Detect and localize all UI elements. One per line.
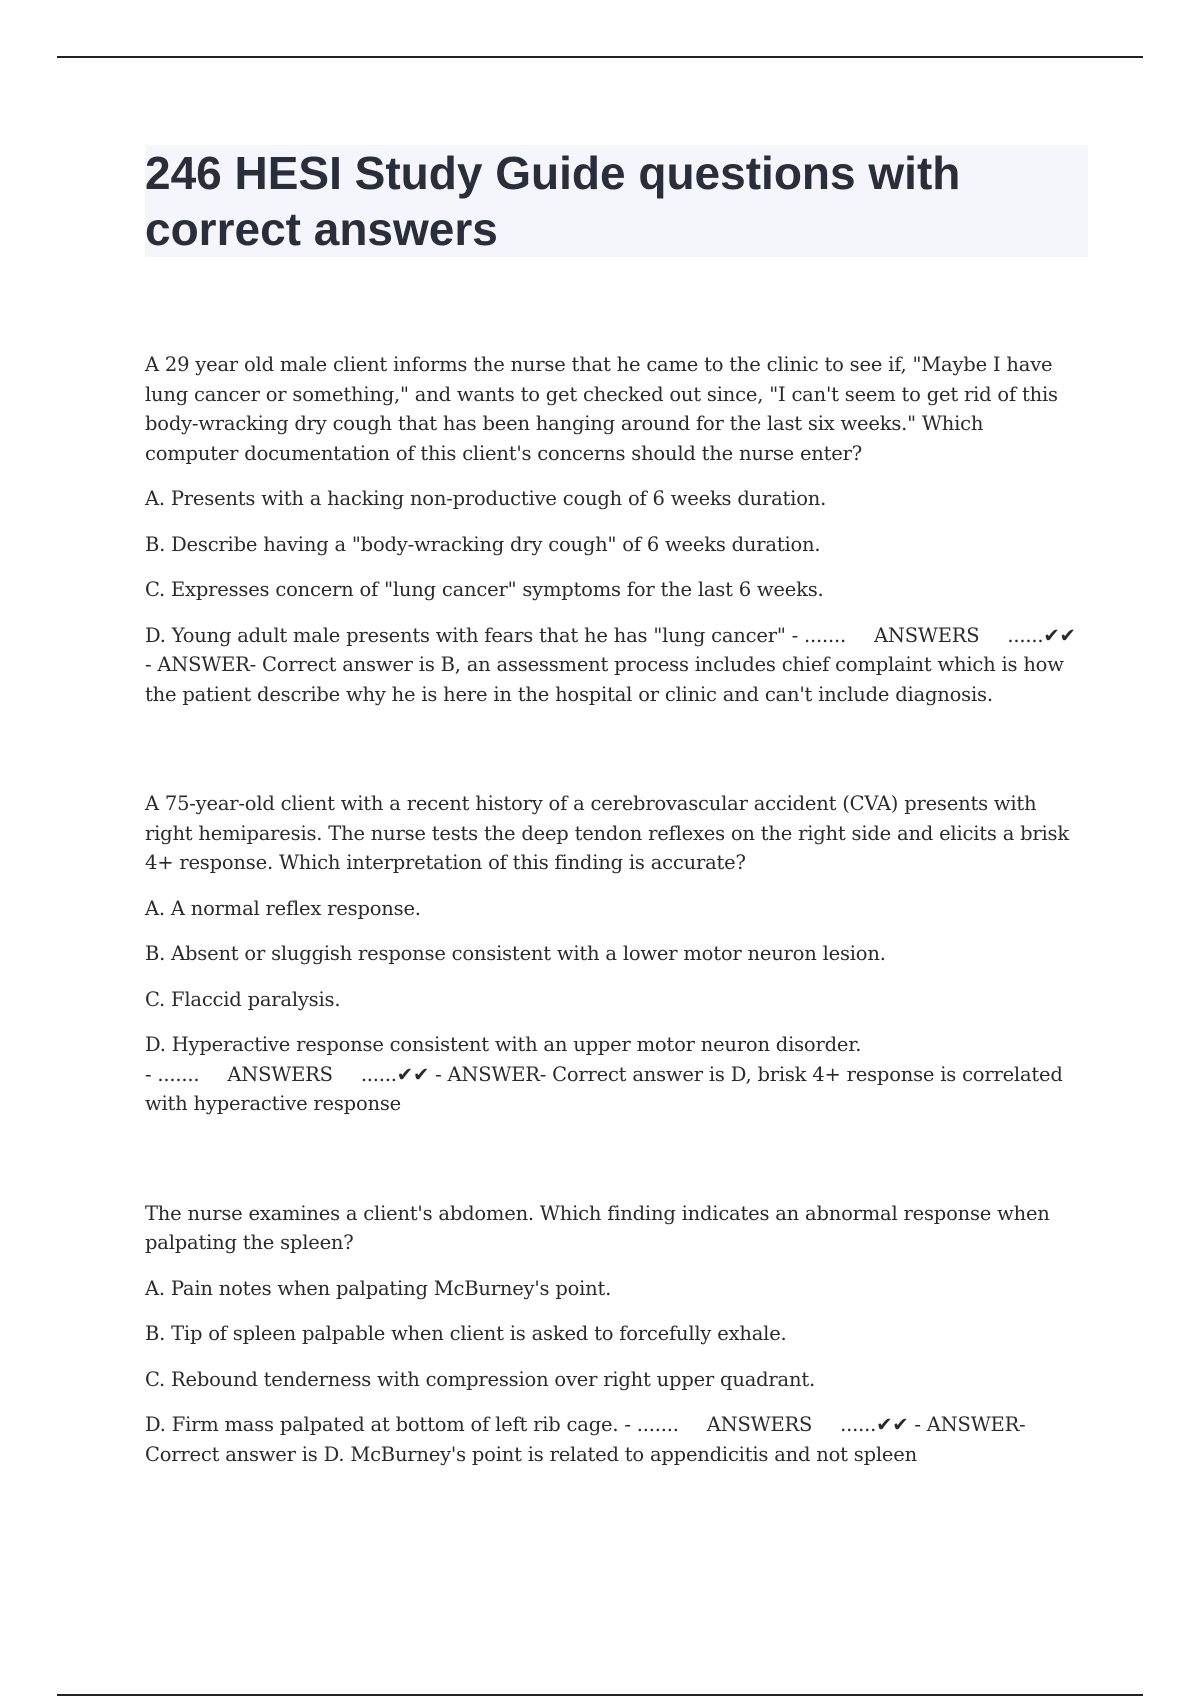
title-banner (145, 145, 1088, 257)
answer-option-c: C. Flaccid paralysis. (145, 987, 341, 1011)
answer-option-d-with-answer (145, 621, 1080, 710)
answer-option-c: C. Rebound tenderness with compression over right upper quadrant. (145, 1367, 815, 1391)
answer-option-d-with-answer (145, 1030, 1080, 1119)
question-stem: The nurse examines a client's abdomen. Which finding indicates an abnormal response when palpating the spleen? (145, 1201, 1050, 1254)
page-bottom-rule (57, 1694, 1143, 1696)
answer-explanation: ......✔✔ - ANSWER- Correct answer is D. McBurney's point is related to appendicitis and not spleen (145, 1413, 1026, 1466)
answer-explanation: ......✔✔ - ANSWER- Correct answer is D, brisk 4+ response is correlated with hyperactive response (145, 1062, 1063, 1115)
answer-option-a: A. A normal reflex response. (145, 896, 421, 920)
question-stem: A 75-year-old client with a recent history of a cerebrovascular accident (CVA) presents with right hemiparesis. The nurse tests the deep tendon reflexes on the right side and elicits a brisk 4+ response. Which interpretation of this finding is accurate? (145, 792, 1069, 874)
answer-option-d-with-answer (145, 1410, 1080, 1469)
answers-label: ANSWERS (227, 1062, 333, 1086)
question-list (145, 350, 1080, 1549)
page-title: 246 HESI Study Guide questions with correct answers (145, 147, 961, 255)
answers-label: ANSWERS (874, 623, 980, 647)
question-block-2 (145, 789, 1080, 1119)
answer-option-b: B. Tip of spleen palpable when client is asked to forcefully exhale. (145, 1322, 787, 1345)
question-block-1 (145, 350, 1080, 709)
answer-option-a: A. Pain notes when palpating McBurney's point. (145, 1276, 612, 1300)
question-block-3 (145, 1199, 1080, 1470)
question-stem: A 29 year old male client informs the nurse that he came to the clinic to see if, "Maybe I have lung cancer or something," and wants to get checked out since, "I can't seem to get rid of this body-wracking dry cough that has been hanging around for the last six weeks." Which computer documentation of this client's concerns should the nurse enter? (145, 353, 1058, 465)
answer-option-b: B. Describe having a "body-wracking dry cough" of 6 weeks duration. (145, 532, 821, 556)
option-d-text: D. Young adult male presents with fears that he has "lung cancer" - ....... (145, 623, 846, 647)
page-top-rule (57, 56, 1143, 58)
answer-option-b: B. Absent or sluggish response consistent with a lower motor neuron lesion. (145, 942, 886, 965)
answers-label: ANSWERS (706, 1413, 813, 1436)
answer-option-c: C. Expresses concern of "lung cancer" symptoms for the last 6 weeks. (145, 578, 824, 601)
answer-option-a: A. Presents with a hacking non-productive cough of 6 weeks duration. (145, 487, 827, 510)
option-d-text: D. Firm mass palpated at bottom of left rib cage. - ....... (145, 1413, 679, 1436)
answer-explanation: ......✔✔ - ANSWER- Correct answer is B, an assessment process includes chief complaint which is how the patient describe why he is here in the hospital or clinic and can't include diagnosis. (145, 623, 1076, 706)
option-d-text: D. Hyperactive response consistent with an upper motor neuron disorder. - ....... (145, 1033, 862, 1086)
